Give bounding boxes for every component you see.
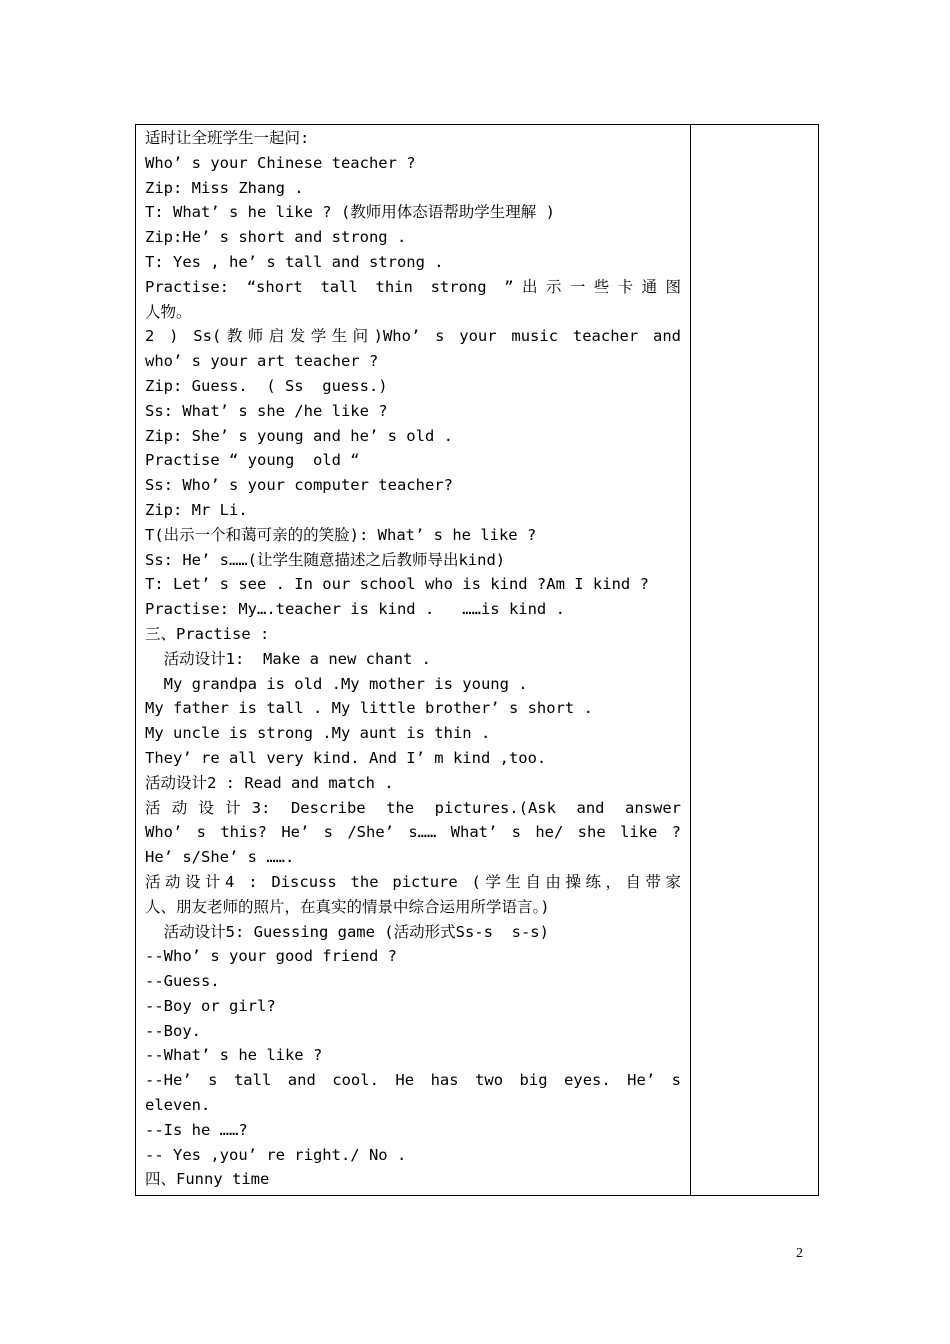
text-line: 活动设计3: Describe the pictures.(Ask and answer xyxy=(145,798,681,817)
text-line: Practise: My….teacher is kind . ……is kind . xyxy=(145,600,565,619)
text-line: 人、朋友老师的照片，在真实的情景中综合运用所学语言。) xyxy=(145,897,550,916)
text-line: Zip: She’ s young and he’ s old . xyxy=(145,426,453,445)
text-line: T(出示一个和蔼可亲的的笑脸): What’ s he like ? xyxy=(145,525,537,544)
page-number: 2 xyxy=(796,1246,803,1261)
text-line: Ss: Who’ s your computer teacher? xyxy=(145,476,453,495)
text-line: 适时让全班学生一起问: xyxy=(145,129,310,147)
text-line: My uncle is strong .My aunt is thin . xyxy=(145,724,491,743)
text-line: Ss: What’ s she /he like ? xyxy=(145,401,388,420)
text-line: --He’ s tall and cool. He has two big eyes. He’ s xyxy=(145,1071,681,1090)
text-line: Practise “ young old “ xyxy=(145,451,360,470)
text-line: 2 ) Ss(教师启发学生问)Who’ s your music teacher and xyxy=(145,327,681,346)
text-line: 活动设计5: Guessing game (活动形式Ss-s s-s) xyxy=(145,922,549,941)
lesson-content-cell xyxy=(136,125,690,1195)
text-line: 四、Funny time xyxy=(145,1170,270,1189)
text-line: Zip:He’ s short and strong . xyxy=(145,228,407,247)
text-line: T: Let’ s see . In our school who is kind ?Am I kind ? xyxy=(145,575,649,594)
lesson-table xyxy=(135,124,819,1196)
text-line: 三、Practise : xyxy=(145,624,270,643)
text-line: 活动设计2 : Read and match . xyxy=(145,773,394,792)
text-line: My grandpa is old .My mother is young . xyxy=(145,674,528,693)
text-line: T: Yes , he’ s tall and strong . xyxy=(145,252,444,271)
text-line: --What’ s he like ? xyxy=(145,1046,323,1065)
text-line: Who’ s your Chinese teacher ? xyxy=(145,153,416,172)
text-line: eleven. xyxy=(145,1096,211,1115)
text-line: Practise: “short tall thin strong ”出示一些卡通图 xyxy=(145,277,681,296)
text-line: He’ s/She’ s ……. xyxy=(145,848,295,867)
notes-cell xyxy=(691,125,818,1195)
text-line: --Boy. xyxy=(145,1021,201,1040)
text-line: --Boy or girl? xyxy=(145,996,276,1015)
text-line: T: What’ s he like ? (教师用体态语帮助学生理解 ) xyxy=(145,203,555,222)
text-line: 人物。 xyxy=(145,302,192,321)
text-line: Ss: He’ s……(让学生随意描述之后教师导出kind) xyxy=(145,550,506,569)
text-line: --Guess. xyxy=(145,972,220,991)
text-line: who’ s your art teacher ? xyxy=(145,352,379,371)
text-line: My father is tall . My little brother’ s short . xyxy=(145,699,593,718)
text-line: 活动设计4 : Discuss the picture (学生自由操练，自带家 xyxy=(145,872,681,891)
text-line: They’ re all very kind. And I’ m kind ,too. xyxy=(145,748,547,767)
text-line: Zip: Miss Zhang . xyxy=(145,178,304,197)
text-line: -- Yes ,you’ re right./ No . xyxy=(145,1145,407,1164)
text-line: Zip: Mr Li. xyxy=(145,500,248,519)
text-line: --Is he ……? xyxy=(145,1120,248,1139)
text-line: 活动设计1: Make a new chant . xyxy=(145,649,431,668)
text-line: Who’ s this? He’ s /She’ s…… What’ s he/ she like ? xyxy=(145,823,681,842)
text-line: Zip: Guess. ( Ss guess.) xyxy=(145,376,388,395)
text-line: --Who’ s your good friend ? xyxy=(145,947,397,966)
